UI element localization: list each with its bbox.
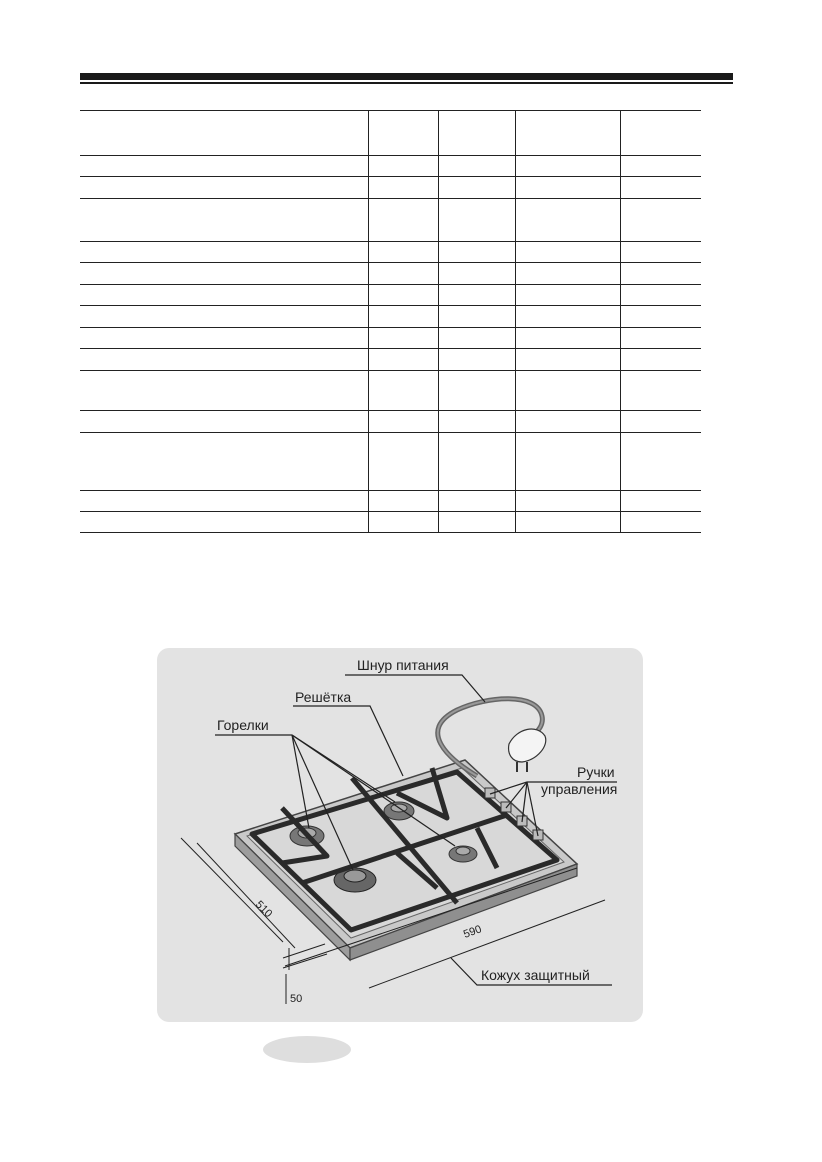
table-row	[80, 512, 701, 533]
table-row	[80, 285, 701, 306]
label-casing: Кожух защитный	[481, 967, 590, 983]
table-row	[80, 263, 701, 285]
header-rule-thick	[80, 73, 733, 80]
label-knobs-2: управления	[541, 781, 618, 797]
cooktop-illustration	[157, 648, 643, 1022]
label-grate: Решётка	[295, 689, 352, 705]
header-rule-thin	[80, 82, 733, 84]
table-row	[80, 349, 701, 371]
dimension-depth: 510	[252, 898, 275, 921]
dimension-height: 50	[290, 993, 303, 1005]
header-rule	[80, 73, 733, 85]
table-row	[80, 177, 701, 199]
table-row	[80, 156, 701, 177]
label-power-cord: Шнур питания	[357, 657, 449, 673]
table-row	[80, 433, 701, 491]
label-burners: Горелки	[217, 717, 269, 733]
cooktop-figure	[157, 648, 643, 1022]
table-row	[80, 491, 701, 512]
dimension-width: 590	[461, 923, 484, 941]
table-row	[80, 328, 701, 349]
table-row	[80, 306, 701, 328]
page-number-badge	[263, 1036, 351, 1063]
table-row	[80, 242, 701, 263]
table-row	[80, 111, 701, 156]
table-row	[80, 199, 701, 242]
spec-table	[80, 110, 701, 533]
label-knobs-1: Ручки	[577, 764, 615, 780]
table-row	[80, 411, 701, 433]
table-row	[80, 371, 701, 411]
